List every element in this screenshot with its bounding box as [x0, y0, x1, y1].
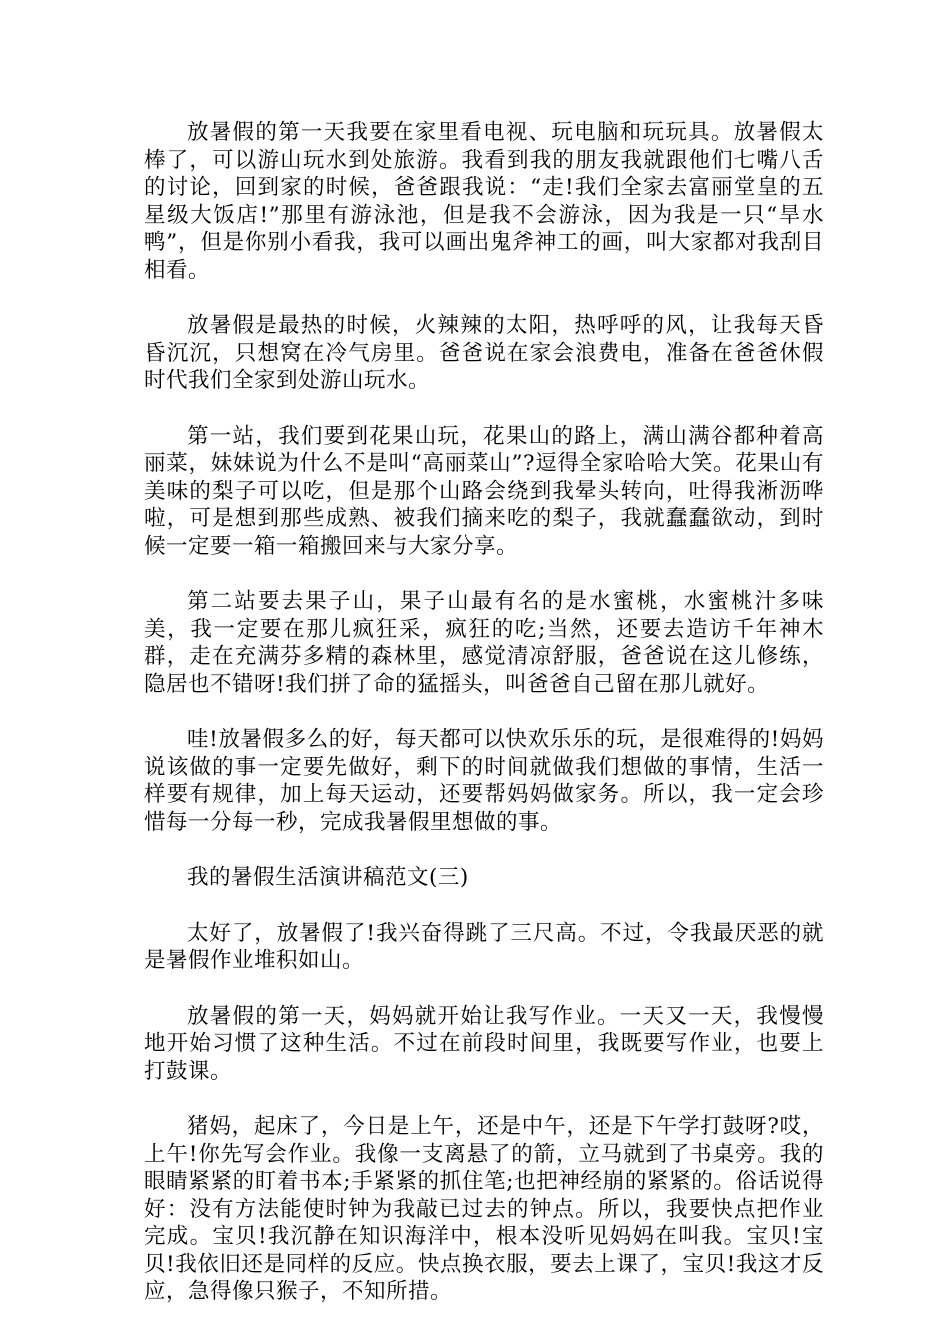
- document-body: [144, 119, 824, 1334]
- paragraph: 放暑假是最热的时候，火辣辣的太阳，热呼呼的风，让我每天昏昏沉沉，只想窝在冷气房里。爸爸说在家会浪费电，准备在爸爸休假时代我们全家到处游山玩水。: [144, 313, 824, 393]
- paragraph: 太好了，放暑假了!我兴奋得跳了三尺高。不过，令我最厌恶的就是暑假作业堆积如山。: [144, 920, 824, 973]
- paragraph: 猪妈，起床了，今日是上午，还是中午，还是下午学打鼓呀?哎，上午!你先写会作业。我像一支离悬了的箭，立马就到了书桌旁。我的眼睛紧紧的盯着书本;手紧紧的抓住笔;也把神经崩的紧紧的。俗话说得好：没有方法能使时钟为我敲已过去的钟点。所以，我要快点把作业完成。宝贝!我沉静在知识海洋中，根本没听见妈妈在叫我。宝贝!宝贝!我依旧还是同样的反应。快点换衣服，要去上课了，宝贝!我这才反应，急得像只猴子，不知所措。: [144, 1114, 824, 1304]
- paragraph: 哇!放暑假多么的好，每天都可以快欢乐乐的玩，是很难得的!妈妈说该做的事一定要先做好，剩下的时间就做我们想做的事情，生活一样要有规律，加上每天运动，还要帮妈妈做家务。所以，我一定会珍惜每一分每一秒，完成我暑假里想做的事。: [144, 727, 824, 835]
- paragraph: 第一站，我们要到花果山玩，花果山的路上，满山满谷都种着高丽菜，妹妹说为什么不是叫“高丽菜山”?逗得全家哈哈大笑。花果山有美味的梨子可以吃，但是那个山路会绕到我晕头转向，吐得我淅沥哗啦，可是想到那些成熟、被我们摘来吃的梨子，我就蠢蠢欲动，到时候一定要一箱一箱搬回来与大家分享。: [144, 423, 824, 559]
- paragraph: 放暑假的第一天我要在家里看电视、玩电脑和玩玩具。放暑假太棒了，可以游山玩水到处旅游。我看到我的朋友我就跟他们七嘴八舌的讨论，回到家的时候，爸爸跟我说：“走!我们全家去富丽堂皇的五星级大饭店!”那里有游泳池，但是我不会游泳，因为我是一只“旱水鸭”，但是你别小看我，我可以画出鬼斧神工的画，叫大家都对我刮目相看。: [144, 120, 824, 283]
- paragraph: 第二站要去果子山，果子山最有名的是水蜜桃，水蜜桃汁多味美，我一定要在那儿疯狂采，疯狂的吃;当然，还要去造访千年神木群，走在充满芬多精的森林里，感觉清凉舒服，爸爸说在这儿修练，隐居也不错呀!我们拼了命的猛摇头，叫爸爸自己留在那儿就好。: [144, 589, 824, 697]
- paragraph: 放暑假的第一天，妈妈就开始让我写作业。一天又一天，我慢慢地开始习惯了这种生活。不过在前段时间里，我既要写作业，也要上打鼓课。: [144, 1003, 824, 1084]
- section-heading: 我的暑假生活演讲稿范文(三): [187, 865, 469, 890]
